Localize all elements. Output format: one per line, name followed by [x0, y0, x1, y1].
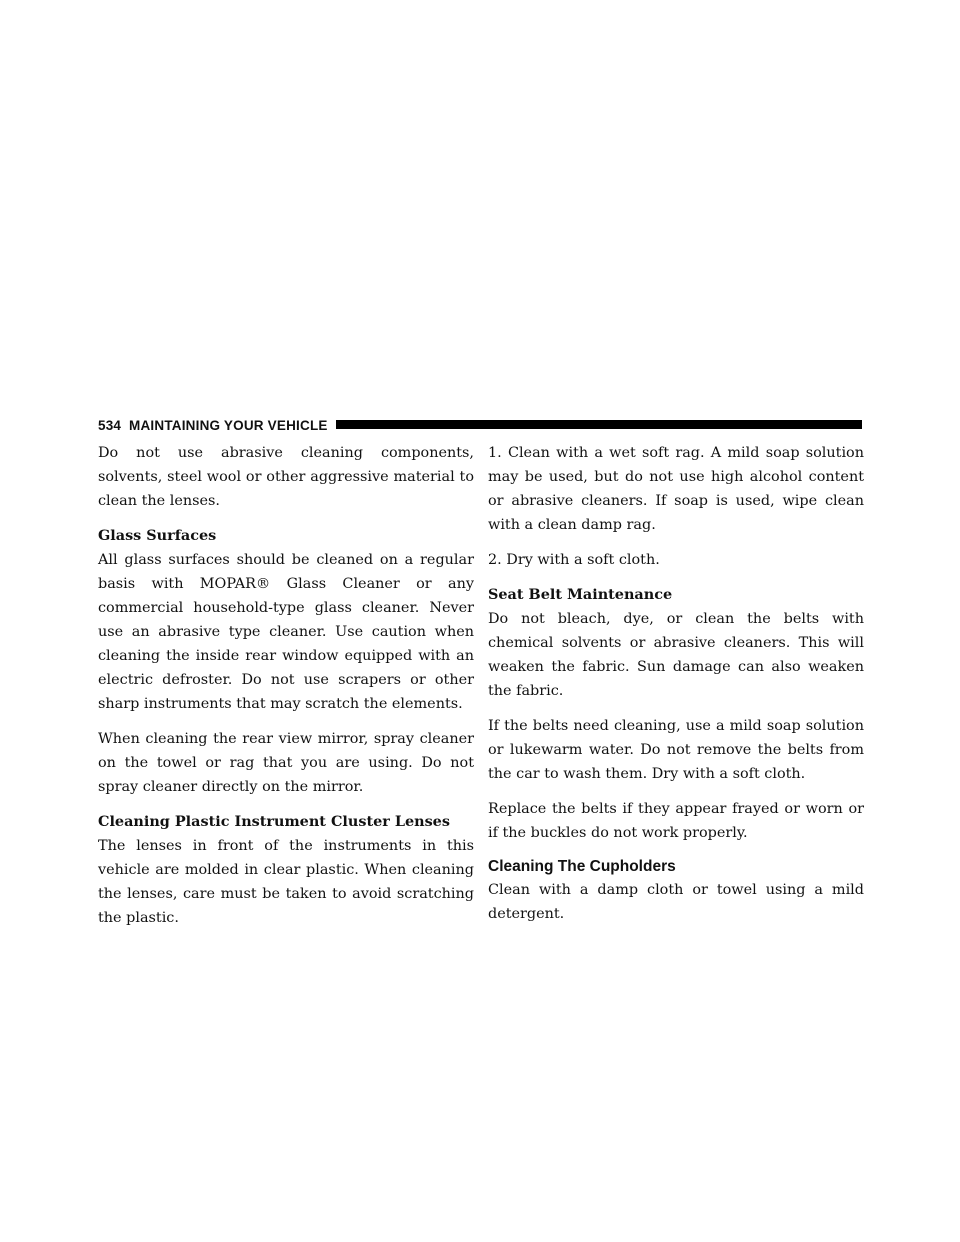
seat-belt-paragraph-3: Replace the belts if they appear frayed or worn or if the buckles do not work properly. — [488, 801, 864, 841]
glass-surfaces-heading: Glass Surfaces — [98, 527, 217, 544]
section-title: MAINTAINING YOUR VEHICLE — [129, 418, 328, 433]
running-header-label — [98, 418, 336, 433]
plastic-lenses-heading: Cleaning Plastic Instrument Cluster Lenses — [98, 813, 450, 830]
glass-paragraph-2: When cleaning the rear view mirror, spray cleaner on the towel or rag that you are using. Do not spray cleaner directly on the mirror. — [98, 731, 474, 795]
intro-paragraph: Do not use abrasive cleaning components, solvents, steel wool or other aggressive material to clean the lenses. — [98, 445, 474, 509]
left-column — [98, 441, 474, 941]
seat-belt-heading: Seat Belt Maintenance — [488, 586, 673, 603]
page-header — [98, 416, 862, 436]
seat-belt-paragraph-1: Do not bleach, dye, or clean the belts with chemical solvents or abrasive cleaners. This will weaken the fabric. Sun damage can also weaken the fabric. — [488, 611, 864, 699]
right-column — [488, 441, 864, 937]
plastic-lenses-paragraph: The lenses in front of the instruments in this vehicle are molded in clear plastic. When cleaning the lenses, care must be taken to avoid scratching the plastic. — [98, 838, 474, 926]
page-number: 534 — [98, 418, 122, 433]
cupholders-paragraph: Clean with a damp cloth or towel using a mild detergent. — [488, 882, 864, 922]
glass-paragraph-1: All glass surfaces should be cleaned on a regular basis with MOPAR® Glass Cleaner or any commercial household-type glass cleaner. Never use an abrasive type cleaner. Use caution when cleaning the inside rear window equipped with an electric defroster. Do not use scrapers or other sharp instruments that may scratch the elements. — [98, 552, 474, 712]
step-1: 1. Clean with a wet soft rag. A mild soap solution may be used, but do not use high alcohol content or abrasive cleaners. If soap is used, wipe clean with a clean damp rag. — [488, 445, 864, 533]
step-2: 2. Dry with a soft cloth. — [488, 552, 660, 568]
cupholders-heading: Cleaning The Cupholders — [488, 858, 676, 875]
seat-belt-paragraph-2: If the belts need cleaning, use a mild soap solution or lukewarm water. Do not remove the belts from the car to wash them. Dry with a soft cloth. — [488, 718, 864, 782]
